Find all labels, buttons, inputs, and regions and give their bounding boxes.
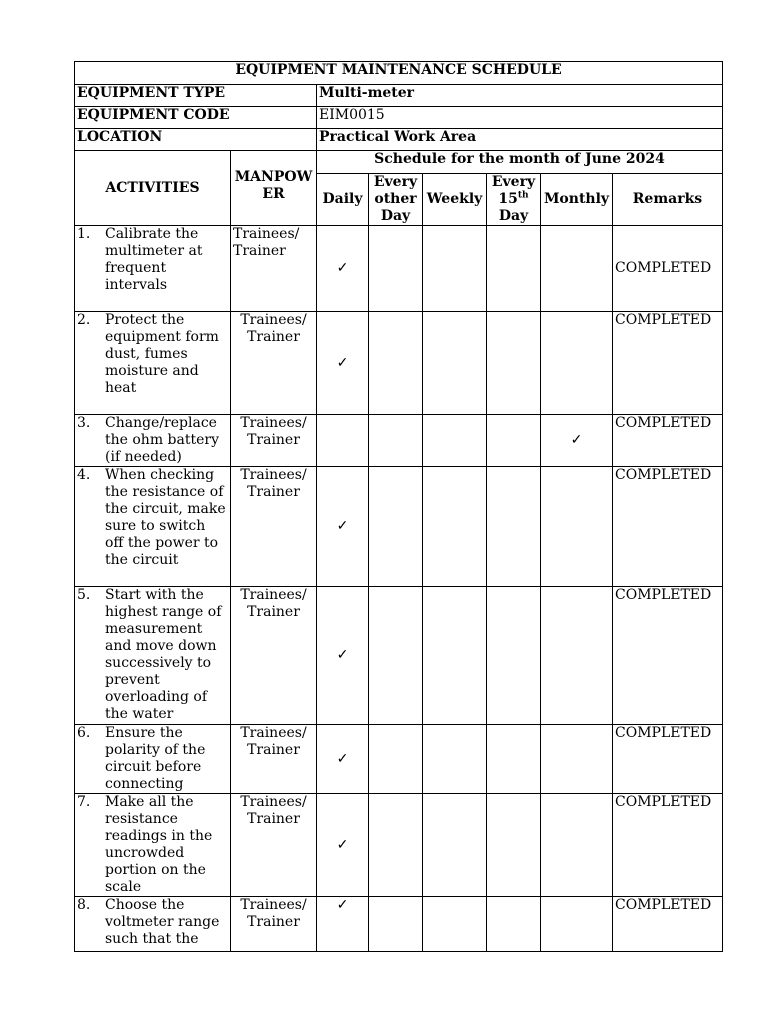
every-other-day-cell [369,312,423,415]
every-other-day-cell [369,794,423,897]
manpower-cell: Trainees/ Trainer [231,467,317,587]
manpower-cell: Trainees/ Trainer [231,794,317,897]
monthly-cell [541,312,613,415]
weekly-cell [423,897,487,952]
activity-text: Change/replace the ohm battery (if needed) [105,415,219,465]
monthly-cell [541,415,613,467]
activity-number: 6. [77,725,91,741]
table-row [75,467,723,587]
header-activities: ACTIVITIES [75,151,231,226]
schedule-heading: Schedule for the month of June 2024 [317,151,723,174]
activity-number: 2. [77,312,91,328]
weekly-cell [423,794,487,897]
check-icon: ✓ [336,518,349,534]
info-value-equipment-code: EIM0015 [317,107,723,129]
info-value-location: Practical Work Area [317,129,723,151]
header-every-15th-sup: th [517,190,529,201]
activity-number: 4. [77,467,91,483]
every-other-day-cell [369,725,423,794]
daily-cell [317,226,369,312]
activity-text: Make all the resistance readings in the uncrowded portion on the scale [105,794,213,895]
activity-cell [75,467,231,587]
activity-cell [75,415,231,467]
every-other-day-cell [369,226,423,312]
table-row [75,226,723,312]
remarks-cell: COMPLETED [613,897,723,952]
manpower-cell: Trainees/ Trainer [231,897,317,952]
header-every-15th-num: 15 [498,191,518,207]
table-row [75,312,723,415]
header-monthly: Monthly [541,174,613,226]
weekly-cell [423,226,487,312]
daily-cell [317,415,369,467]
every-15th-day-cell [487,415,541,467]
info-label-equipment-type: EQUIPMENT TYPE [75,85,317,107]
info-value-equipment-type: Multi-meter [317,85,723,107]
every-15th-day-cell [487,897,541,952]
monthly-cell [541,897,613,952]
check-icon: ✓ [336,260,349,276]
activity-text: Protect the equipment form dust, fumes moisture and heat [105,312,219,396]
check-icon: ✓ [336,836,349,853]
remarks-cell: COMPLETED [613,725,723,794]
activity-text: Choose the voltmeter range such that the [105,897,220,947]
activity-text: Ensure the polarity of the circuit before connecting [105,725,206,792]
every-15th-day-cell [487,467,541,587]
every-other-day-cell [369,415,423,467]
remarks-cell: COMPLETED [613,467,723,587]
table-row [75,587,723,725]
remarks-cell: COMPLETED [613,587,723,725]
daily-cell [317,897,369,952]
check-icon: ✓ [570,432,583,448]
header-manpower: MANPOW ER [231,151,317,226]
every-15th-day-cell [487,312,541,415]
every-15th-day-cell [487,794,541,897]
daily-cell [317,725,369,794]
every-other-day-cell [369,897,423,952]
weekly-cell [423,467,487,587]
manpower-cell: Trainees/ Trainer [231,312,317,415]
info-label-equipment-code: EQUIPMENT CODE [75,107,317,129]
header-daily: Daily [317,174,369,226]
activity-number: 5. [77,587,91,603]
daily-cell [317,467,369,587]
monthly-cell [541,794,613,897]
every-15th-day-cell [487,226,541,312]
weekly-cell [423,587,487,725]
manpower-cell: Trainees/ Trainer [231,415,317,467]
header-every-15th-post: Day [498,208,529,224]
check-icon: ✓ [336,897,349,913]
info-label-location: LOCATION [75,129,317,151]
activity-text: Start with the highest range of measurement and move down successively to prevent overloading of the water [105,587,222,722]
check-icon: ✓ [336,647,349,663]
daily-cell [317,312,369,415]
manpower-cell: Trainees/ Trainer [231,587,317,725]
header-remarks: Remarks [613,174,723,226]
monthly-cell [541,467,613,587]
weekly-cell [423,725,487,794]
weekly-cell [423,415,487,467]
every-15th-day-cell [487,587,541,725]
table-row [75,897,723,952]
table-row [75,725,723,794]
manpower-cell: Trainees/ Trainer [231,725,317,794]
remarks-cell: COMPLETED [613,312,723,415]
remarks-cell: COMPLETED [613,226,723,312]
activity-cell [75,794,231,897]
activity-number: 7. [77,794,91,810]
daily-cell [317,794,369,897]
activity-cell [75,897,231,952]
activity-cell [75,312,231,415]
every-other-day-cell [369,467,423,587]
remarks-cell: COMPLETED [613,794,723,897]
check-icon: ✓ [336,354,349,371]
daily-cell [317,587,369,725]
activity-number: 8. [77,897,91,913]
header-weekly: Weekly [423,174,487,226]
activity-text: Calibrate the multimeter at frequent intervals [105,226,203,293]
manpower-cell: Trainees/ Trainer [231,226,317,312]
check-icon: ✓ [336,750,349,767]
remarks-cell: COMPLETED [613,415,723,467]
activity-text: When checking the resistance of the circuit, make sure to switch off the power to the circuit [105,467,226,568]
activity-cell [75,587,231,725]
maintenance-schedule-table [74,61,723,952]
activity-cell [75,226,231,312]
document-title: EQUIPMENT MAINTENANCE SCHEDULE [75,62,723,85]
monthly-cell [541,226,613,312]
activity-number: 3. [77,415,91,431]
table-row [75,415,723,467]
header-every-other-day: Every other Day [369,174,423,226]
activity-cell [75,725,231,794]
activity-number: 1. [77,226,91,242]
every-other-day-cell [369,587,423,725]
monthly-cell [541,587,613,725]
weekly-cell [423,312,487,415]
monthly-cell [541,725,613,794]
header-every-15th-day [487,174,541,226]
table-row [75,794,723,897]
header-every-15th-pre: Every [491,174,536,190]
every-15th-day-cell [487,725,541,794]
